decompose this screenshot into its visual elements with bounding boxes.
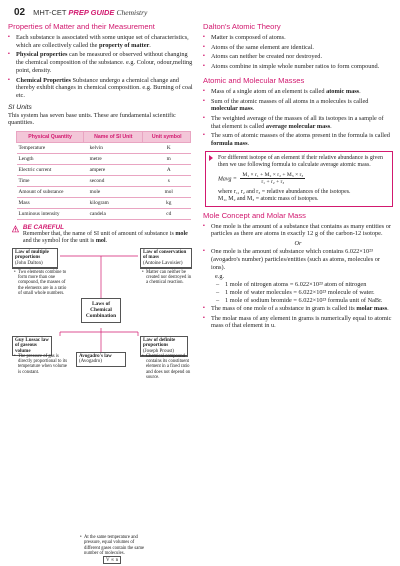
be-careful-title: BE CAREFUL (22, 224, 65, 232)
list-item: ▪ The weighted average of the masses of all its isotopes in a sample of that element is called average molecular mass. (203, 115, 393, 130)
list-item: ▪ Sum of the atomic masses of all atoms in a molecules is called molecular mass. (203, 98, 393, 113)
list-item: ▪ Atoms can neither be created nor destroyed. (203, 53, 393, 61)
avogadro-law-text: • At the same temperature and pressure, equal volumes of different gases contain the same number of molecules. (80, 535, 150, 557)
example-item: – 1 mole of nitrogen atoms = 6.022×10²³ atom of nitrogen (203, 281, 393, 289)
example-item: – 1 mole of sodium bromide = 6.022×10²³ formula unit of NaBr. (203, 297, 393, 305)
law-definite-proportions-text: • Chemical compound contains its constituent element in a fixed ratio and does not depend on source. (142, 354, 194, 381)
table-row: Luminous intensity candela cd (17, 209, 191, 220)
guy-lussac-law-node: Guy Lussac law of gaseous volume (12, 336, 52, 357)
table-row: Electric current ampere A (17, 165, 191, 176)
si-units-heading: SI Units (8, 103, 32, 111)
list-item: ▪ Atoms of the same element are identical. (203, 44, 393, 52)
list-item: ▪ One mole is the amount of substance which contains 6.022×10²³ (avogadro's number) particles/entities (such as atoms, molecules or ions). (203, 248, 393, 271)
right-column (203, 22, 393, 332)
section-title-atomic-masses: Atomic and Molecular Masses (203, 75, 305, 85)
be-careful-note (12, 224, 195, 246)
be-careful-text: Remember that, the name of SI unit of amount of substance is mole and the symbol for the unit is mol. (22, 231, 188, 245)
laws-concept-map (8, 248, 195, 381)
list-item: ▪ Physical properties can be measured or observed without changing the chemical composition of the substance. e.g. Colour, odour,melting point, density. (8, 51, 195, 74)
table-row: Amount of substance mole mol (17, 187, 191, 198)
laws-chemical-combination-center: Laws of Chemical Combination (81, 298, 121, 323)
list-item: ▪ Mass of a single atom of an element is called atomic mass. (203, 88, 393, 96)
si-units-table (16, 131, 191, 220)
page-number: 02 (14, 7, 26, 18)
table-header: Physical Quantity (17, 132, 84, 143)
example-label: e.g. (215, 273, 225, 281)
left-column (8, 22, 195, 563)
box-where: where r₁, r₂ and r₃ = relative abundances of the isotopes. (218, 188, 351, 195)
avogadro-law-node: Avogadro's law (Avogadro) (76, 352, 126, 367)
list-item: ▪ One mole is the amount of a substance that contains as many entities or particles as there are atoms in exactly 12 g of the carbon-12 isotope. (203, 223, 393, 238)
or-separator: Or (294, 240, 302, 248)
table-row: Temperature kelvin K (17, 143, 191, 154)
list-item: ▪ The mass of one mole of a substance in gram is called its molar mass. (203, 305, 393, 313)
example-item: – 1 mole of water molecules = 6.022×10²³ molecule of water. (203, 289, 393, 297)
page-header (14, 7, 147, 19)
average-atomic-mass-box (205, 151, 393, 207)
law-conservation-mass-node: Law of conservation of mass (Antoine Lavoisier) (140, 248, 192, 270)
table-row: Time second s (17, 176, 191, 187)
section-title-dalton: Dalton's Atomic Theory (203, 22, 281, 31)
list-item: ▪ Atoms combine in simple whole number ratios to form compound. (203, 63, 393, 71)
list-item: ▪ The molar mass of any element in grams is numerically equal to atomic mass of that element in u. (203, 315, 393, 330)
avg-mass-formula: Mavg = $\frac{\text{M₁ × r₁ + M₂ × r₂ + M₃ × r₃}}{\text{r₁ + r₂ + r₃}}$ (218, 171, 304, 186)
law-multiple-proportions-node: Law of multiple proportions (John Dalton) (12, 248, 58, 270)
table-header: Name of SI Unit (84, 132, 143, 143)
book-title: MHT-CET PREP GUIDE Chemistry (33, 8, 148, 17)
table-header: Unit symbol (143, 132, 191, 143)
section-title-mole-concept: Mole Concept and Molar Mass (203, 210, 306, 220)
warning-icon (12, 224, 19, 234)
si-units-text: This system has seven base units. These are fundamental scientific quantities. (8, 111, 176, 127)
list-item: ▪ Matter is composed of atoms. (203, 34, 393, 42)
section-title-properties: Properties of Matter and their Measurement (8, 22, 155, 31)
law-multiple-proportions-text: • Two elements combine to form more than one compound, the masses of the elements are in a ratio of small whole numbers. (14, 270, 69, 297)
pointer-icon (209, 155, 213, 161)
law-conservation-mass-text: • Matter can neither be created nor destroyed in a chemical reaction. (142, 270, 194, 286)
list-item: ▪ Chemical Properties Substance undergo a chemical change and thereby exhibit changes in chemical composition. e.g. Burning of coal etc. (8, 77, 195, 100)
box-where-2: M₁, M₂ and M₃ = atomic mass of isotopes. (218, 195, 319, 202)
guy-lussac-law-text: • The pressure of gas is directly proportional to its temperature when volume is constant. (14, 354, 69, 376)
table-row: Length metre m (17, 154, 191, 165)
list-item: ▪ The sum of atomic masses of the atoms present in the formula is called formula mass. (203, 132, 393, 147)
law-definite-proportions-node: Law of definite proportions (Joseph Proust) (140, 336, 188, 358)
table-row: Mass kilogram kg (17, 198, 191, 209)
avogadro-equation: V ∝ n (103, 556, 121, 564)
box-text: For different isotope of an element if their relative abundance is given then we use following formula to calculate average atomic mass. (218, 154, 383, 168)
list-item: ▪ Each substance is associated with some unique set of characteristics, which are collectively called the property of matter. (8, 34, 195, 49)
